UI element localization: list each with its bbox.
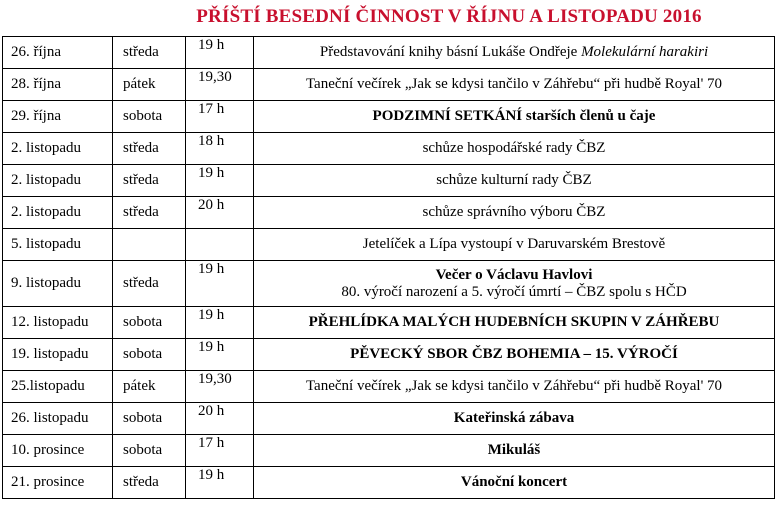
day-cell: středa (113, 467, 186, 499)
day-cell: středa (113, 197, 186, 229)
page-title: PŘÍŠTÍ BESEDNÍ ČINNOST V ŘÍJNU A LISTOPADU 2016 (196, 6, 702, 27)
day-cell: sobota (113, 307, 186, 339)
events-table (2, 36, 775, 499)
date-cell: 2. listopadu (3, 197, 113, 229)
date-cell: 5. listopadu (3, 229, 113, 261)
day-cell: sobota (113, 403, 186, 435)
day-cell: pátek (113, 371, 186, 403)
event-cell (254, 261, 775, 307)
event-title: Večer o Václavu Havlovi (435, 267, 593, 283)
table-row (3, 435, 775, 467)
day-cell (113, 229, 186, 261)
date-cell: 9. listopadu (3, 261, 113, 307)
event-cell: Taneční večírek „Jak se kdysi tančilo v Záhřebu“ při hudbě Royal' 70 (254, 69, 775, 101)
event-cell (254, 37, 775, 69)
event-book-title: Molekulární harakiri (581, 44, 709, 60)
time-cell: 17 h (186, 435, 254, 467)
table-row (3, 133, 775, 165)
date-cell: 10. prosince (3, 435, 113, 467)
table-row (3, 197, 775, 229)
time-cell: 17 h (186, 101, 254, 133)
date-cell: 12. listopadu (3, 307, 113, 339)
table-row (3, 307, 775, 339)
time-cell: 19 h (186, 467, 254, 499)
time-cell: 20 h (186, 197, 254, 229)
event-cell: PŘEHLÍDKA MALÝCH HUDEBNÍCH SKUPIN V ZÁHŘEBU (254, 307, 775, 339)
date-cell: 25.listopadu (3, 371, 113, 403)
date-cell: 29. října (3, 101, 113, 133)
event-cell: PĚVECKÝ SBOR ČBZ BOHEMIA – 15. VÝROČÍ (254, 339, 775, 371)
table-row (3, 165, 775, 197)
table-row (3, 37, 775, 69)
event-text: Představování knihy básní Lukáše Ondřeje (319, 44, 582, 60)
event-subtitle: 80. výročí narození a 5. výročí úmrtí – ČBZ spolu s HČD (341, 284, 687, 300)
time-cell: 19,30 (186, 371, 254, 403)
table-row (3, 101, 775, 133)
event-cell: Vánoční koncert (254, 467, 775, 499)
day-cell: středa (113, 165, 186, 197)
event-cell: schůze kulturní rady ČBZ (254, 165, 775, 197)
time-cell: 19 h (186, 37, 254, 69)
table-row (3, 229, 775, 261)
event-cell: Taneční večírek „Jak se kdysi tančilo v Záhřebu“ při hudbě Royal' 70 (254, 371, 775, 403)
table-row (3, 467, 775, 499)
date-cell: 21. prosince (3, 467, 113, 499)
date-cell: 26. října (3, 37, 113, 69)
event-cell: schůze správního výboru ČBZ (254, 197, 775, 229)
time-cell: 19 h (186, 261, 254, 307)
event-cell: Jetelíček a Lípa vystoupí v Daruvarském Brestově (254, 229, 775, 261)
day-cell: sobota (113, 435, 186, 467)
table-row (3, 69, 775, 101)
time-cell: 19 h (186, 307, 254, 339)
time-cell: 20 h (186, 403, 254, 435)
time-cell: 19,30 (186, 69, 254, 101)
event-cell: Kateřinská zábava (254, 403, 775, 435)
day-cell: středa (113, 37, 186, 69)
date-cell: 2. listopadu (3, 165, 113, 197)
table-row (3, 403, 775, 435)
event-cell: Mikuláš (254, 435, 775, 467)
date-cell: 26. listopadu (3, 403, 113, 435)
date-cell: 2. listopadu (3, 133, 113, 165)
day-cell: středa (113, 261, 186, 307)
event-cell: schůze hospodářské rady ČBZ (254, 133, 775, 165)
date-cell: 19. listopadu (3, 339, 113, 371)
date-cell: 28. října (3, 69, 113, 101)
table-row (3, 339, 775, 371)
time-cell: 18 h (186, 133, 254, 165)
time-cell (186, 229, 254, 261)
day-cell: středa (113, 133, 186, 165)
day-cell: pátek (113, 69, 186, 101)
day-cell: sobota (113, 101, 186, 133)
time-cell: 19 h (186, 165, 254, 197)
time-cell: 19 h (186, 339, 254, 371)
event-cell: PODZIMNÍ SETKÁNÍ starších členů u čaje (254, 101, 775, 133)
day-cell: sobota (113, 339, 186, 371)
table-row (3, 371, 775, 403)
table-row (3, 261, 775, 307)
